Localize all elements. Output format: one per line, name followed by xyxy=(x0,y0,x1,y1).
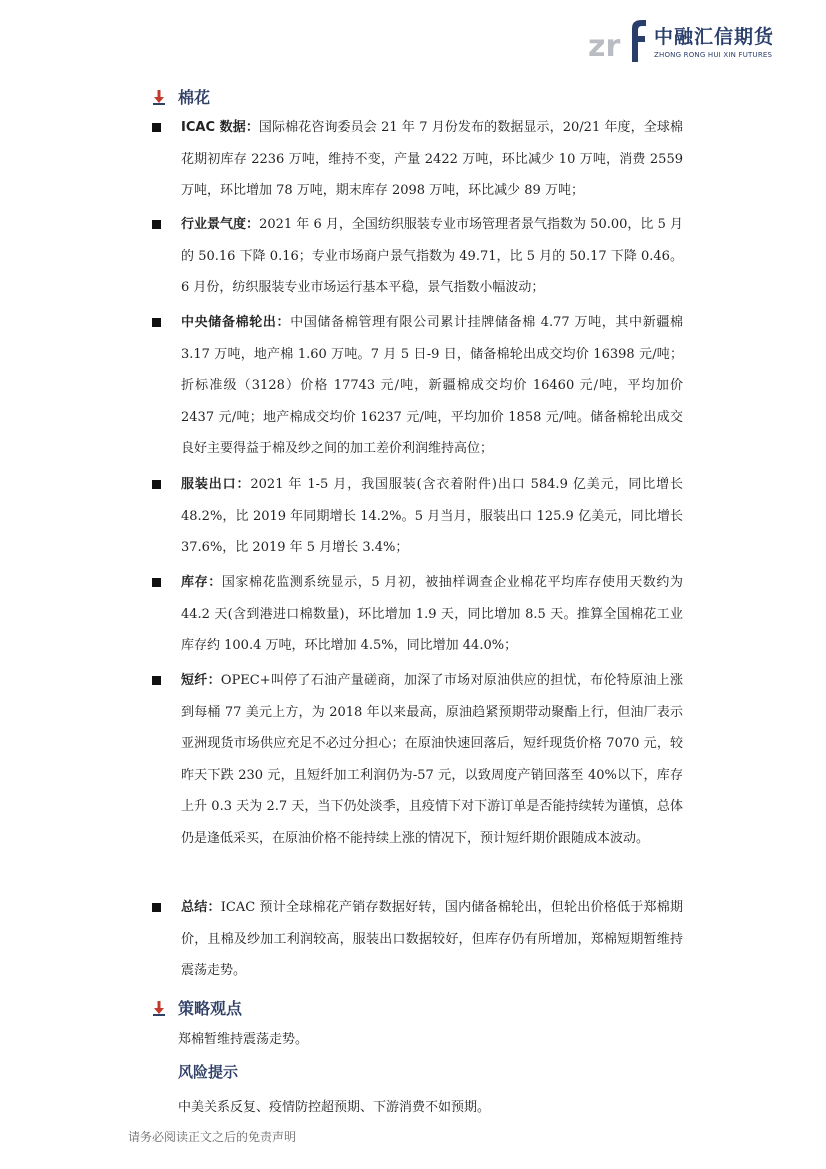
item-label: 总结： xyxy=(181,900,221,915)
zrf-logo-mark-icon xyxy=(588,18,648,62)
list-item-inventory xyxy=(181,567,683,662)
logo-english-name: ZHONG RONG HUI XIN FUTURES xyxy=(653,51,773,59)
section-title: 策略观点 xyxy=(178,999,243,1018)
item-text: ICAC 预计全球棉花产销存数据好转，国内储备棉轮出，但轮出价格低于郑棉期价，且棉及纱加工利润较高，服装出口数据较好，但库存仍有所增加，郑棉短期暂维持震荡走势。 xyxy=(181,900,683,979)
bullet-square-icon xyxy=(152,903,161,912)
strategy-text: 郑棉暂维持震荡走势。 xyxy=(178,1032,309,1047)
list-item-summary xyxy=(181,892,683,987)
item-text: 国际棉花咨询委员会 21 年 7 月份发布的数据显示，20/21 年度，全球棉花期初库存 2236 万吨，维持不变，产量 2422 万吨，环比减少 10 万吨，消费 2559 万吨，环比增加 78 万吨，期末库存 2098 万吨，环比减少 89 万吨； xyxy=(181,120,683,199)
svg-text:zr: zr xyxy=(587,29,621,62)
item-label: 库存： xyxy=(181,575,222,590)
bullet-square-icon xyxy=(152,676,161,685)
logo-chinese-name: 中融汇信期货 xyxy=(653,26,774,48)
item-text: 2021 年 6 月，全国纺织服装专业市场管理者景气指数为 50.00，比 5 月的 50.16 下降 0.16；专业市场商户景气指数为 49.71，比 5 月的 50.17 下降 0.46。6 月份，纺织服装专业市场运行基本平稳，景气指数小幅波动； xyxy=(181,217,683,296)
item-text: 中国储备棉管理有限公司累计挂牌储备棉 4.77 万吨，其中新疆棉 3.17 万吨，地产棉 1.60 万吨。7 月 5 日-9 日，储备棉轮出成交均价 16398 元/吨；折标准级（3128）价格 17743 元/吨，新疆棉成交均价 16460 元/吨，平均加价 2437 元/吨；地产棉成交均价 16237 元/吨，平均加价 1858 元/吨。储备棉轮出成交良好主要得益于棉及纱之间的加工差价利润维持高位； xyxy=(181,315,683,457)
section-arrow-icon xyxy=(150,88,168,106)
item-label: 行业景气度： xyxy=(181,217,260,232)
item-text: 国家棉花监测系统显示，5 月初，被抽样调查企业棉花平均库存使用天数约为 44.2 天(含到港进口棉数量)，环比增加 1.9 天，同比增加 8.5 天。推算全国棉花工业库存约 100.4 万吨，环比增加 4.5%，同比增加 44.0%； xyxy=(181,575,683,654)
section-arrow-icon xyxy=(150,999,168,1017)
item-text: 2021 年 1-5 月，我国服装(含衣着附件)出口 584.9 亿美元，同比增长 48.2%，比 2019 年同期增长 14.2%。5 月当月，服装出口 125.9 亿美元，同比增长 37.6%，比 2019 年 5 月增长 3.4%； xyxy=(181,477,683,556)
list-item-apparel-export xyxy=(181,469,683,564)
item-label: 服装出口： xyxy=(181,477,251,492)
section-heading-cotton xyxy=(150,85,210,108)
item-label: 短纤： xyxy=(181,673,221,688)
footer-disclaimer: 请务必阅读正文之后的免责声明 xyxy=(128,1130,297,1144)
section-title: 棉花 xyxy=(178,88,211,107)
bullet-square-icon xyxy=(152,318,161,327)
bullet-square-icon xyxy=(152,123,161,132)
section-heading-strategy xyxy=(150,996,242,1019)
item-text: OPEC+叫停了石油产量磋商，加深了市场对原油供应的担忧，布伦特原油上涨到每桶 77 美元上方，为 2018 年以来最高，原油趋紧预期带动聚酯上行，但油厂表示亚洲现货市场供应充足不必过分担心；在原油快速回落后，短纤现货价格 7070 元，较昨天下跌 230 元，且短纤加工利润仍为-57 元，以致周度产销回落至 40%以下，库存上升 0.3 天为 2.7 天，当下仍处淡季，且疫情下对下游订单是否能持续转为谨慎，总体仍是逢低采买，在原油价格不能持续上涨的情况下，预计短纤期价跟随成本波动。 xyxy=(181,673,683,846)
item-label: ICAC 数据： xyxy=(181,120,259,135)
bullet-square-icon xyxy=(152,578,161,587)
list-item-staple-fiber xyxy=(181,665,683,855)
item-label: 中央储备棉轮出： xyxy=(181,315,291,330)
list-item-industry-sentiment xyxy=(181,209,683,304)
bullet-square-icon xyxy=(152,480,161,489)
list-item-icac xyxy=(181,112,683,207)
list-item-reserve-rotation xyxy=(181,307,683,465)
bullet-square-icon xyxy=(152,220,161,229)
risk-text: 中美关系反复、疫情防控超预期、下游消费不如预期。 xyxy=(178,1100,491,1115)
risk-title: 风险提示 xyxy=(178,1063,239,1081)
company-logo xyxy=(588,18,774,62)
